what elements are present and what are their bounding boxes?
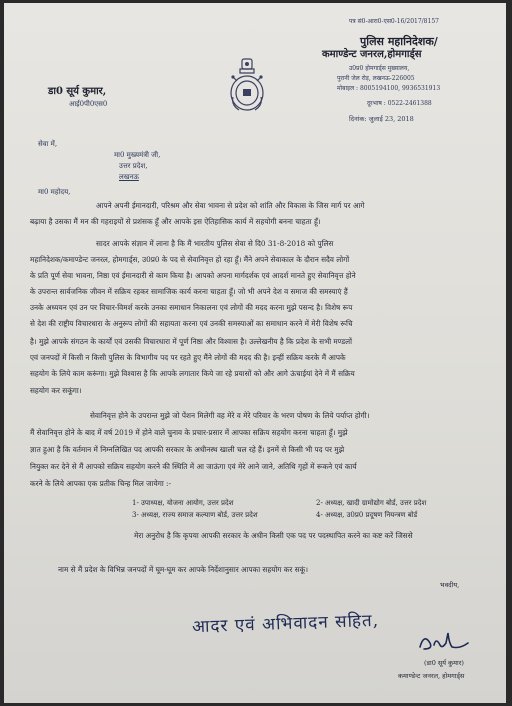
body-line: सेवानिवृत्त होने के उपरान्त मुझे जो पेंशन मिलेगी वह मेरे व मेरे परिवार के भरण पोषण के लिये पर्याप्त होगी। [90,411,370,420]
recipient-line2: उत्तर प्रदेश, [119,162,148,170]
signature-icon [414,627,474,655]
body-line: सहयोग के लिये काम करूंगा। मुझे विश्वास है कि आपके लगातार किये जा रहे प्रयासों को और आगे ऊंचाईयां देने में मैं सक्रिय [30,369,355,378]
reference-number: पत्र सं0-आरा0-एस0-16/2017/8157 [349,18,439,25]
letter-date: दिनांक: जुलाई 23, 2018 [349,115,414,123]
address-line2: पुरानी जेल रोड़, लखनऊ-226005 [337,75,415,82]
body-line: ज्ञात हुआ है कि वर्तमान में निम्नलिखित पद आपकी सरकार के अधीनस्थ खाली चल रहे हैं। इनमें से किसी भी पद पर मुझे [30,445,345,454]
body-line: करने के लिये आपका एक प्रतीक चिन्ह मिल जायेगा :- [30,479,171,488]
body-line: उनके अध्ययन एवं उन पर विचार-विमर्श करके उनका समाधान निकालना एवं लोगों की मदद करना मुझे पसन्द है। विशेष रूप [30,303,353,312]
body-line: बढ़ाया है उसका मैं मन की गहराइयों से प्रशंसक हूँ और आपके इस ऐतिहासिक कार्य में सहयोगी बनना चाहता हूँ। [30,217,321,226]
post-item: 2- अध्यक्ष, खादी ग्रामोद्योग बोर्ड, उत्तर प्रदेश [316,499,427,507]
body-line: है। मुझे आपके संगठन के कार्यों एवं उसकी विचारधारा में पूर्ण निष्ठा और विश्वास है। उल्लेखनीय है कि प्रदेश के सभी मण्डलों [30,337,352,346]
body-line: सहयोग कर सकूंगा। [30,386,82,395]
post-item: 3- अध्यक्ष, राज्य समाज कल्याण बोर्ड, उत्तर प्रदेश [132,511,258,519]
post-item: 1- उपाध्यक्ष, योजना आयोग, उत्तर प्रदेश [132,499,234,507]
signatory-name: (डा0 सूर्य कुमार) [424,659,464,667]
office-title-line1: पुलिस महानिदेशक/ [360,35,438,48]
body-line: महानिदेशक/कमाण्डेन्ट जनरल, होमगार्ड्स, उ0प्र0 के पद से सेवानिवृत्त हो रहा हूँ। मैंने अपने सेवाकाल के दौरान सदैव लोगों [30,255,350,264]
body-line: के उपरान्त सार्वजनिक जीवन में सक्रिय रहकर सामाजिक कार्य करना चाहता हूँ। जो भी अपने देश व समाज की समस्याएं हैं [30,287,348,296]
closing-line: नाम से मैं प्रदेश के विभिन्न जनपदों में घूम-घूम कर आपके निर्देशानुसार आपका सहयोग कर सकूं। [58,565,309,574]
office-title-line2: कमाण्डेन्ट जनरल,होमगार्ड्स [322,49,422,60]
body-line: एवं जनपदों में किसी न किसी पुलिस के विभागीय पद पर रहते हुए मैंने लोगों की मदद की है। इन्हीं सक्रिय करके मैं आपके [30,353,346,362]
body-line: सादर आपके संज्ञान में लाना है कि मैं भारतीय पुलिस सेवा से दि0 31-8-2018 को पुलिस [96,239,334,248]
body-line: से देश की राष्ट्रीय विचारधारा के अनुरूप लोगों की सहायता करना एवं उनकी समस्याओं का समाधान करने में मेरी विशेष रूचि [30,319,353,328]
address-line1: उ0प्र0 होमगार्ड्स मुख्यालय, [349,65,410,72]
salutation-to: सेवा में, [38,140,58,148]
post-item: 4- अध्यक्ष, उ0प्र0 प्रदूषण नियन्त्रण बोर्ड [316,511,418,519]
phone-number: दूरभाष : 0522-2461388 [367,100,432,107]
recipient-line1: मा0 मुख्यमंत्री जी, [114,151,161,159]
recipient-line3: लखनऊ [119,173,139,181]
sender-name: डा0 सूर्य कुमार, [48,86,107,97]
body-line: आपने अपनी ईमानदारी, परिश्रम और सेवा भावना से प्रदेश को शांति और विकास के जिस मार्ग पर आगे [96,201,365,210]
sender-service: आई0पी0एस0 [69,100,108,108]
police-emblem-icon [225,55,269,117]
signatory-designation: कमाण्डेन्ट जनरल, होमगार्ड्स [398,672,465,680]
closing-line: मेरा अनुरोध है कि कृपया आपकी सरकार के अधीन किसी एक पद पर पदस्थापित करने का कष्ट करें जिससे [134,531,413,540]
body-line: के प्रति पूर्ण सेवा भावना, निष्ठा एवं ईमानदारी से काम किया है। आपको अपना मार्गदर्शक एवं आदर्श मानते हुए सेवानिवृत्त होने [30,271,356,280]
handwritten-greeting: आदर एवं अभिवादन सहित, [191,610,380,638]
mobile-numbers: मोबाइल : 8005194100, 9936531913 [337,85,441,92]
body-line: नियुक्त कर देने से मैं आपको सक्रिय सहयोग करने की स्थिति में आ जाऊंगा एवं मेरे आने जाने, अतिथि गृहों में रूकने एवं कार्य [30,462,357,471]
letter-page [4,3,506,703]
greeting: मा0 महोदय, [38,188,71,196]
body-line: मैं सेवानिवृत्त होने के बाद में वर्ष 2019 में होने वाले चुनाव के प्रचार-प्रसार में आपका सक्रिय सहयोग करना चाहता हूँ। मुझे [30,428,348,437]
valediction: भवदीय, [440,581,460,589]
